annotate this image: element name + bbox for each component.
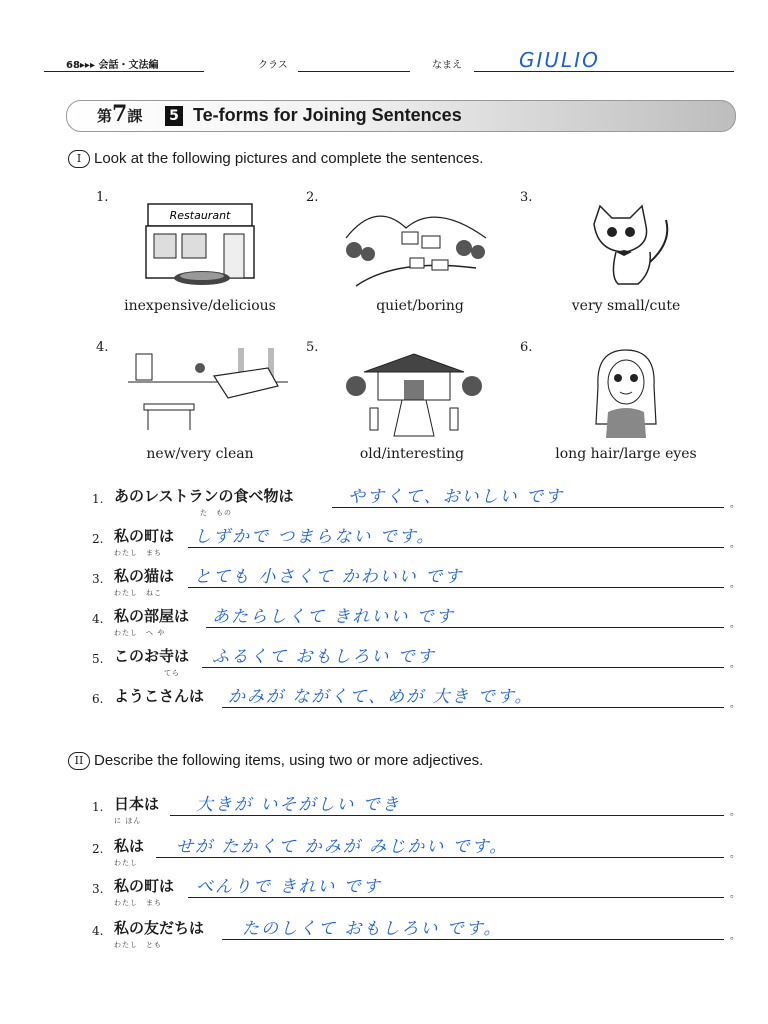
temple-icon bbox=[344, 346, 484, 438]
sentence-row: 3. 私の町は わたし まち べんりで きれい です 。 bbox=[92, 872, 740, 902]
restaurant-sign-text: Restaurant bbox=[169, 209, 231, 222]
picture-number: 2. bbox=[306, 190, 319, 205]
sentence-prompt: ようこさんは bbox=[114, 687, 205, 705]
header-rule-left bbox=[44, 71, 204, 72]
sentence-row: 6. ようこさんは かみが ながくて、めが 大き です。 。 bbox=[92, 682, 740, 712]
class-label: クラス bbox=[258, 60, 288, 71]
answer-line bbox=[156, 857, 724, 858]
ruby-reading: わたし まち bbox=[114, 549, 162, 557]
town-icon bbox=[336, 198, 496, 290]
name-value: GIULIO bbox=[519, 48, 600, 72]
ruby-reading: わたし まち bbox=[114, 899, 162, 907]
sentence-row: 2. 私は わたし せが たかくて かみが みじかい です。 。 bbox=[92, 832, 740, 862]
sentence-prompt: 日本は bbox=[114, 795, 160, 813]
picture-caption: long hair/large eyes bbox=[555, 446, 697, 462]
answer-text: たのしくて おもしろい です。 bbox=[242, 919, 503, 939]
section-number-badge: 5 bbox=[165, 106, 183, 126]
answer-line bbox=[332, 507, 724, 508]
sentence-row: 4. 私の友だちは わたし とも たのしくて おもしろい です。 。 bbox=[92, 914, 740, 944]
sentence-prompt: 私の町は bbox=[114, 527, 175, 545]
answer-line bbox=[188, 587, 724, 588]
answer-line bbox=[202, 667, 724, 668]
sentence-row: 2. 私の町は わたし まち しずかで つまらない です。 。 bbox=[92, 522, 740, 552]
answer-line bbox=[222, 939, 724, 940]
sentence-prompt: あのレストランの食べ物は bbox=[114, 487, 294, 505]
answer-line bbox=[206, 627, 724, 628]
page-reference: 68▸▸▸ 会話・文法編 bbox=[66, 60, 159, 71]
answer-text: しずかで つまらない です。 bbox=[194, 527, 436, 547]
answer-text: あたらしくて きれいい です bbox=[212, 607, 455, 627]
ruby-reading: た もの bbox=[200, 509, 232, 517]
ruby-reading: わたし とも bbox=[114, 941, 162, 949]
answer-text: せが たかくて かみが みじかい です。 bbox=[176, 837, 509, 857]
sentence-prompt: 私の町は bbox=[114, 877, 175, 895]
picture-caption: old/interesting bbox=[359, 446, 465, 462]
ruby-reading: わたし へ や bbox=[114, 629, 166, 637]
lesson-label: 第7課 bbox=[97, 101, 143, 127]
answer-text: とても 小さくて かわいい です bbox=[194, 567, 464, 587]
answer-text: ふるくて おもしろい です bbox=[212, 647, 436, 667]
answer-text: べんりで きれい です bbox=[196, 877, 382, 897]
picture-number: 4. bbox=[96, 340, 109, 355]
sentence-prompt: 私の猫は bbox=[114, 567, 175, 585]
section-1-instruction: Look at the following pictures and complete the sentences. bbox=[94, 150, 484, 167]
picture-caption: quiet/boring bbox=[376, 298, 464, 314]
section-2-instruction: Describe the following items, using two or more adjectives. bbox=[94, 752, 484, 769]
ruby-reading: に ほん bbox=[114, 817, 142, 825]
picture-number: 1. bbox=[96, 190, 109, 205]
answer-line bbox=[188, 547, 724, 548]
name-label: なまえ bbox=[432, 60, 462, 71]
lesson-title-bar bbox=[66, 100, 736, 132]
ruby-reading: てら bbox=[164, 669, 180, 677]
answer-text: やすくて、おいしい です bbox=[348, 487, 565, 507]
answer-line bbox=[170, 815, 724, 816]
answer-line bbox=[222, 707, 724, 708]
picture-number: 5. bbox=[306, 340, 319, 355]
section-1-heading bbox=[68, 150, 483, 168]
picture-caption: inexpensive/delicious bbox=[124, 298, 276, 314]
page-header bbox=[44, 48, 734, 74]
sentence-prompt: 私の友だちは bbox=[114, 919, 205, 937]
picture-number: 3. bbox=[520, 190, 533, 205]
answer-text: 大きが いそがしい でき bbox=[196, 795, 401, 815]
picture-caption: very small/cute bbox=[571, 298, 681, 314]
answer-text: かみが ながくて、めが 大き です。 bbox=[228, 687, 534, 707]
section-1-numeral: I bbox=[68, 150, 90, 168]
cat-icon bbox=[580, 202, 680, 288]
sentence-row: 1. 日本は に ほん 大きが いそがしい でき 。 bbox=[92, 790, 740, 820]
sentence-row: 5. このお寺は てら ふるくて おもしろい です 。 bbox=[92, 642, 740, 672]
sentence-prompt: 私は bbox=[114, 837, 145, 855]
section-2-heading bbox=[68, 752, 483, 770]
sentence-prompt: このお寺は bbox=[114, 647, 190, 665]
ruby-reading: わたし bbox=[114, 859, 138, 867]
lesson-title: Te-forms for Joining Sentences bbox=[193, 105, 462, 125]
sentence-row: 1. あのレストランの食べ物は た もの やすくて、おいしい です 。 bbox=[92, 482, 740, 512]
ruby-reading: わたし ねこ bbox=[114, 589, 162, 597]
answer-line bbox=[188, 897, 724, 898]
name-field-line bbox=[474, 71, 734, 72]
sentence-row: 3. 私の猫は わたし ねこ とても 小さくて かわいい です 。 bbox=[92, 562, 740, 592]
room-icon bbox=[128, 346, 288, 438]
class-field-line bbox=[298, 71, 410, 72]
girl-icon bbox=[586, 346, 666, 438]
restaurant-icon bbox=[140, 198, 260, 290]
picture-caption: new/very clean bbox=[146, 446, 254, 462]
sentence-row: 4. 私の部屋は わたし へ や あたらしくて きれいい です 。 bbox=[92, 602, 740, 632]
picture-number: 6. bbox=[520, 340, 533, 355]
section-2-numeral: II bbox=[68, 752, 90, 770]
sentence-prompt: 私の部屋は bbox=[114, 607, 190, 625]
